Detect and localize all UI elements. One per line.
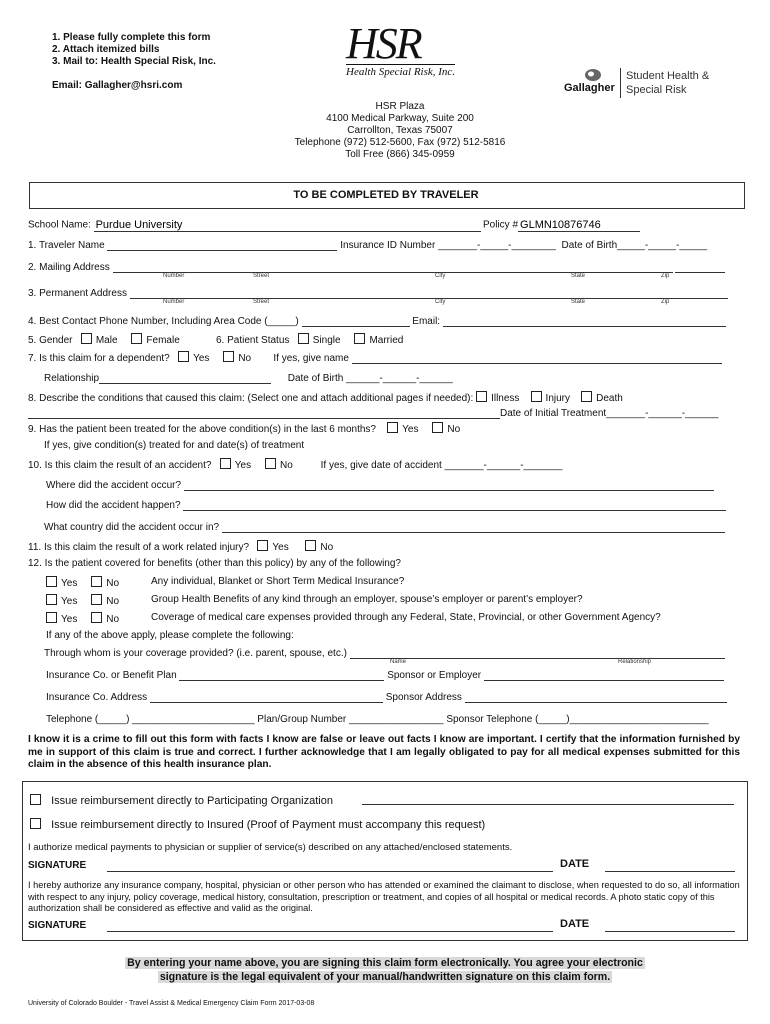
dependent-yes-label: Yes [193, 353, 210, 364]
authorize-payments-text: I authorize medical payments to physician or supplier of service(s) described on any attached/enclosed statements. [28, 842, 513, 853]
dependent-no-checkbox[interactable] [223, 351, 234, 362]
sponsor-field[interactable] [484, 670, 724, 681]
gallagher-line-2: Special Risk [626, 84, 687, 96]
status-married-checkbox[interactable] [354, 333, 365, 344]
prior-treatment-no-checkbox[interactable] [432, 422, 443, 433]
q9b-row [44, 440, 304, 451]
hsr-logo [346, 19, 456, 78]
coverage-2-yes-label: Yes [61, 596, 78, 607]
coverage-2-no-label: No [106, 596, 120, 607]
mailing-address-extra-field[interactable] [675, 262, 725, 273]
illness-checkbox[interactable] [476, 391, 487, 402]
q8b-row [28, 408, 719, 419]
coverage-1-yes-checkbox[interactable] [46, 576, 57, 587]
traveler-name-field[interactable] [107, 240, 337, 251]
hsr-logo-subtitle: Health Special Risk, Inc. [346, 66, 456, 78]
injury-checkbox[interactable] [531, 391, 542, 402]
gender-label: 5. Gender [28, 335, 73, 346]
sublabel-number: Number [163, 299, 185, 305]
gallagher-line-1: Student Health & [626, 70, 710, 82]
work-injury-no-label: No [320, 542, 334, 553]
accident-how-label: How did the accident happen? [46, 500, 181, 511]
insurance-co-row [46, 670, 724, 681]
reimb-insured-label: Issue reimbursement directly to Insured (Proof of Payment must accompany this request) [51, 819, 486, 831]
coverage-3-no-label: No [106, 614, 120, 625]
accident-where-field[interactable] [184, 480, 714, 491]
gender-female-label: Female [146, 335, 180, 346]
accident-yes-label: Yes [234, 460, 252, 471]
reimb-org-label: Issue reimbursement directly to Participating Organization [51, 795, 333, 807]
dependent-label: 7. Is this claim for a dependent? [28, 353, 170, 364]
q1-row [28, 240, 707, 251]
school-row [28, 218, 481, 232]
signature-label-1: SIGNATURE [28, 860, 87, 871]
initial-treatment-date-label[interactable]: Date of Initial Treatment_______-______-______ [500, 408, 719, 419]
q5-row [28, 333, 180, 346]
authorize-disclosure-text: I hereby authorize any insurance company, hospital, physician or other person who has attended or examined the claimant to disclose, when requested to do so, all information with respect to any injury, policy coverage, medical history, consultation, prescription or treatment, and copies of all hospital or medical records. A photo static copy of this authorization shall be considered as effective and valid as the original. [28, 880, 740, 913]
work-injury-no-checkbox[interactable] [305, 540, 316, 551]
gender-male-label: Male [95, 335, 118, 346]
relationship-label: Relationship [44, 373, 100, 384]
coverage-through-field[interactable] [350, 648, 725, 659]
school-label: School Name: [28, 219, 91, 231]
status-single-label: Single [312, 335, 341, 346]
q8-row [28, 391, 623, 404]
email-field[interactable] [443, 316, 726, 327]
insurance-address-field[interactable] [150, 692, 383, 703]
coverage-option-1 [46, 576, 119, 589]
work-injury-label: 11. Is this claim the result of a work related injury? [28, 542, 250, 553]
patient-status-label: 6. Patient Status [216, 335, 290, 346]
gallagher-emblem-icon [578, 68, 608, 82]
address-line: 4100 Medical Parkway, Suite 200 [326, 113, 474, 124]
sublabel-relationship: Relationship [618, 659, 652, 665]
signature-label-2: SIGNATURE [28, 920, 87, 931]
coverage-1-no-label: No [106, 578, 120, 589]
q4-row [28, 316, 726, 327]
sublabel-zip: Zip [661, 273, 670, 279]
insurance-addr-row [46, 692, 727, 703]
mailing-address-label: 2. Mailing Address [28, 262, 110, 273]
date-label-1: DATE [560, 858, 590, 870]
hsr-address [250, 101, 550, 161]
esign-notice [105, 956, 665, 984]
conditions-field[interactable] [28, 408, 500, 419]
prior-treatment-yes-label: Yes [402, 424, 419, 435]
prior-treatment-no-label: No [447, 424, 461, 435]
q3-row [28, 288, 728, 299]
accident-how-row [46, 500, 726, 511]
instructions [52, 32, 216, 68]
telephone-plan-label[interactable]: Telephone (_____) ______________________ Plan/Group Number _________________ Sponsor Telephone (_____)_________________________ [46, 714, 709, 725]
coverage-3-yes-checkbox[interactable] [46, 612, 57, 623]
q6-row [216, 333, 403, 346]
accident-no-checkbox[interactable] [265, 458, 276, 469]
sublabel-street: Street [253, 299, 270, 305]
q2-row [28, 262, 725, 273]
coverage-through-label: Through whom is your coverage provided? (i.e. parent, spouse, etc.) [44, 648, 347, 659]
accident-where-row [46, 480, 714, 491]
accident-date-label[interactable]: If yes, give date of accident _______-______-_______ [320, 460, 563, 471]
coverage-3-yes-label: Yes [61, 614, 78, 625]
contact-email: Email: Gallagher@hsri.com [52, 80, 183, 91]
status-single-checkbox[interactable] [298, 333, 309, 344]
dependent-name-field[interactable] [352, 353, 722, 364]
esign-line-1: By entering your name above, you are signing this claim form electronically. You agree your electronic [127, 957, 643, 969]
other-coverage-label: 12. Is the patient covered for benefits (other than this policy) by any of the following? [28, 558, 401, 569]
reimb-insured-checkbox[interactable] [30, 818, 41, 829]
traveler-name-label: 1. Traveler Name [28, 240, 105, 251]
phone-label: 4. Best Contact Phone Number, Including Area Code (_____) [28, 316, 299, 327]
instruction-2: 2. Attach itemized bills [52, 44, 160, 55]
address-line: HSR Plaza [375, 101, 425, 112]
accident-yes-checkbox[interactable] [220, 458, 231, 469]
coverage-3-no-checkbox[interactable] [91, 612, 102, 623]
email-label: Email: [412, 316, 441, 327]
sublabel-zip: Zip [661, 299, 670, 305]
sublabel-street: Street [253, 273, 270, 279]
death-label: Death [596, 393, 623, 404]
address-line: Carrollton, Texas 75007 [347, 125, 453, 136]
date-label-2: DATE [560, 918, 590, 930]
conditions-label: 8. Describe the conditions that caused this claim: (Select one and attach additional pages if needed): [28, 393, 474, 404]
coverage-2-yes-checkbox[interactable] [46, 594, 57, 605]
insurance-address-label: Insurance Co. Address [46, 692, 148, 703]
form-footer: University of Colorado Boulder - Travel Assist & Medical Emergency Claim Form 2017-03-08 [28, 1000, 315, 1007]
coverage-1-text: Any individual, Blanket or Short Term Medical Insurance? [151, 576, 405, 587]
date-field-2[interactable] [605, 920, 735, 932]
insurance-co-field[interactable] [179, 670, 384, 681]
hsr-logo-text: HSR [346, 19, 421, 68]
school-name-input[interactable] [94, 218, 481, 232]
relationship-field[interactable] [99, 373, 271, 384]
sublabel-city: City [435, 299, 446, 305]
sponsor-label: Sponsor or Employer [387, 670, 482, 681]
death-checkbox[interactable] [581, 391, 592, 402]
dependent-no-label: No [238, 353, 252, 364]
reimb-org-field[interactable] [362, 793, 734, 805]
reimb2-row [30, 818, 485, 831]
coverage-option-2 [46, 594, 119, 607]
esign-line-2: signature is the legal equivalent of your manual/handwritten signature on this claim form. [159, 971, 611, 983]
policy-label: Policy # [483, 219, 519, 231]
insurance-id-label[interactable]: Insurance ID Number _______-_____-________ [340, 240, 556, 251]
injury-label: Injury [545, 393, 570, 404]
q12-row [28, 558, 401, 569]
signature-field-1[interactable] [107, 860, 553, 872]
telephone-row [46, 714, 709, 725]
sublabel-name: Name [390, 659, 407, 665]
coverage-1-no-checkbox[interactable] [91, 576, 102, 587]
accident-where-label: Where did the accident occur? [46, 480, 182, 491]
certification-text: I know it is a crime to fill out this form with facts I know are false or leave out facts I know are important. I certify that the information furnished by me in support of this claim is true and correct. I further acknowledge that I am legally obligated to pay for all medical expenses submitted for this claim in the absence of this health insurance plan. [28, 734, 740, 770]
mailing-address-field[interactable] [113, 262, 673, 273]
treatment-details-label: If yes, give condition(s) treated for and date(s) of treatment [44, 440, 305, 451]
coverage-instruction: If any of the above apply, please complete the following: [46, 630, 294, 641]
q9-row [28, 422, 460, 435]
traveler-dob-label[interactable]: Date of Birth_____-_____-_____ [561, 240, 708, 251]
permanent-address-field[interactable] [130, 288, 728, 299]
illness-label: Illness [491, 393, 520, 404]
address-line: Toll Free (866) 345-0959 [345, 149, 455, 160]
insurance-co-label: Insurance Co. or Benefit Plan [46, 670, 177, 681]
accident-how-field[interactable] [183, 500, 726, 511]
q7-row [28, 351, 722, 364]
policy-row [483, 218, 640, 232]
phone-field[interactable] [302, 316, 410, 327]
work-injury-yes-label: Yes [272, 542, 289, 553]
accident-country-label: What country did the accident occur in? [44, 522, 220, 533]
sublabel-number: Number [163, 273, 185, 279]
gallagher-name: Gallagher [564, 82, 615, 94]
reimb-org-checkbox[interactable] [30, 794, 41, 805]
coverage-option-3 [46, 612, 119, 625]
dependent-dob-label[interactable]: Date of Birth ______-______-______ [287, 373, 453, 384]
coverage-through-row [44, 648, 725, 659]
accident-country-field[interactable] [222, 522, 725, 533]
work-injury-yes-checkbox[interactable] [257, 540, 268, 551]
reimb1-row [30, 794, 333, 807]
coverage-3-text: Coverage of medical care expenses provided through any Federal, State, Provincial, or other Government Agency? [151, 612, 661, 623]
prior-treatment-yes-checkbox[interactable] [387, 422, 398, 433]
status-married-label: Married [369, 335, 404, 346]
date-field-1[interactable] [605, 860, 735, 872]
coverage-2-no-checkbox[interactable] [91, 594, 102, 605]
sponsor-address-field[interactable] [465, 692, 727, 703]
sublabel-city: City [435, 273, 446, 279]
accident-no-label: No [280, 460, 293, 471]
section-title: TO BE COMPLETED BY TRAVELER [293, 189, 479, 201]
sublabel-state: State [571, 273, 586, 279]
q11-row [28, 540, 333, 553]
gender-female-checkbox[interactable] [131, 333, 142, 344]
sponsor-address-label: Sponsor Address [385, 692, 462, 703]
dependent-yes-checkbox[interactable] [178, 351, 189, 362]
instruction-3: 3. Mail to: Health Special Risk, Inc. [52, 56, 216, 67]
instruction-1: 1. Please fully complete this form [52, 32, 211, 43]
prior-treatment-label: 9. Has the patient been treated for the above condition(s) in the last 6 months? [28, 424, 376, 435]
permanent-address-label: 3. Permanent Address [28, 288, 127, 299]
coverage-2-text: Group Health Benefits of any kind through an employer, spouse’s employer or parent’s employer? [151, 594, 583, 605]
coverage-1-yes-label: Yes [61, 578, 78, 589]
accident-label: 10. Is this claim the result of an accident? [28, 460, 212, 471]
signature-field-2[interactable] [107, 920, 553, 932]
q7b-row [44, 373, 453, 384]
gender-male-checkbox[interactable] [81, 333, 92, 344]
dependent-name-label: If yes, give name [273, 353, 349, 364]
policy-number-input[interactable] [518, 218, 640, 232]
sublabel-state: State [571, 299, 586, 305]
address-line: Telephone (972) 512-5600, Fax (972) 512-5816 [294, 137, 506, 148]
q10-row [28, 458, 562, 471]
accident-country-row [44, 522, 725, 533]
